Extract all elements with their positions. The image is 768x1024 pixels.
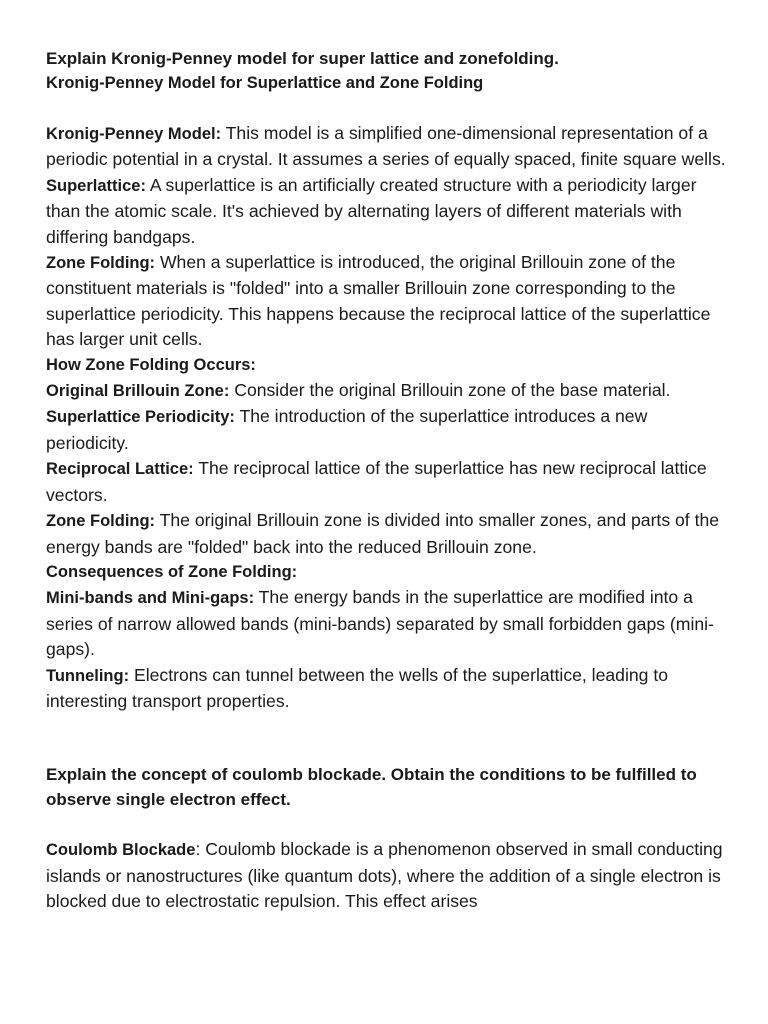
answer-1-subtitle: Kronig-Penney Model for Superlattice and Zone Folding bbox=[46, 74, 484, 92]
spacer bbox=[46, 812, 726, 837]
definition-paragraph bbox=[46, 585, 726, 662]
definition-term: Superlattice: bbox=[46, 176, 146, 195]
how-zone-folding-heading: How Zone Folding Occurs: bbox=[46, 355, 256, 374]
definition-text: Electrons can tunnel between the wells of the superlattice, leading to interesting transport properties. bbox=[46, 664, 668, 711]
definition-paragraph bbox=[46, 456, 726, 508]
definition-paragraph bbox=[46, 250, 726, 353]
definition-term: Reciprocal Lattice: bbox=[46, 460, 194, 479]
definition-text: A superlattice is an artificially created structure with a periodicity larger than the atomic scale. It's achieved by alternating layers of different materials with differing bandgaps. bbox=[46, 174, 697, 247]
definition-text: When a superlattice is introduced, the original Brillouin zone of the constituent materials is "folded" into a smaller Brillouin zone corresponding to the superlattice periodicity. This happens because the reciprocal lattice of the superlattice has larger unit cells. bbox=[46, 252, 711, 350]
definition-term: Zone Folding: bbox=[46, 512, 156, 531]
definition-term: Kronig-Penney Model: bbox=[46, 125, 222, 143]
consequences-heading: Consequences of Zone Folding: bbox=[46, 562, 298, 581]
definition-paragraph bbox=[46, 404, 726, 456]
definition-term: Mini-bands and Mini-gaps: bbox=[46, 589, 255, 608]
definition-text: : Coulomb blockade is a phenomenon observed in small conducting islands or nanostructures (like quantum dots), where the addition of a single electron is blocked due to electrostatic repulsion. This effect arises bbox=[46, 839, 723, 912]
definition-text: The reciprocal lattice of the superlattice has new reciprocal lattice vectors. bbox=[46, 458, 707, 505]
definition-text: The energy bands in the superlattice are modified into a series of narrow allowed bands (mini-bands) separated by small forbidden gaps (mini-gaps). bbox=[46, 587, 714, 660]
definition-paragraph bbox=[46, 378, 726, 404]
definition-paragraph bbox=[46, 663, 726, 715]
definition-text: The original Brillouin zone is divided into smaller zones, and parts of the energy bands are "folded" back into the reduced Brillouin zone. bbox=[46, 510, 720, 557]
question-2-title: Explain the concept of coulomb blockade. Obtain the conditions to be fulfilled to observe single electron effect. bbox=[46, 765, 697, 810]
question-1-title: Explain Kronig-Penney model for super lattice and zonefolding. bbox=[46, 49, 559, 68]
spacer bbox=[46, 714, 726, 762]
definition-term: Original Brillouin Zone: bbox=[46, 382, 230, 401]
definition-text: Consider the original Brillouin zone of the base material. bbox=[229, 380, 671, 401]
definition-text: This model is a simplified one-dimensional representation of a periodic potential in a crystal. It assumes a series of equally spaced, finite square wells. bbox=[46, 123, 726, 170]
definition-paragraph bbox=[46, 508, 726, 560]
document-page bbox=[46, 46, 726, 915]
spacer bbox=[46, 96, 726, 121]
definition-text: The introduction of the superlattice introduces a new periodicity. bbox=[46, 406, 648, 453]
definition-term: Zone Folding: bbox=[46, 254, 156, 273]
definition-term: Tunneling: bbox=[46, 666, 130, 685]
definition-term: Superlattice Periodicity: bbox=[46, 408, 235, 427]
definition-term: Coulomb Blockade bbox=[46, 841, 196, 860]
definition-paragraph bbox=[46, 121, 726, 173]
definition-paragraph bbox=[46, 173, 726, 250]
definition-paragraph bbox=[46, 837, 726, 914]
